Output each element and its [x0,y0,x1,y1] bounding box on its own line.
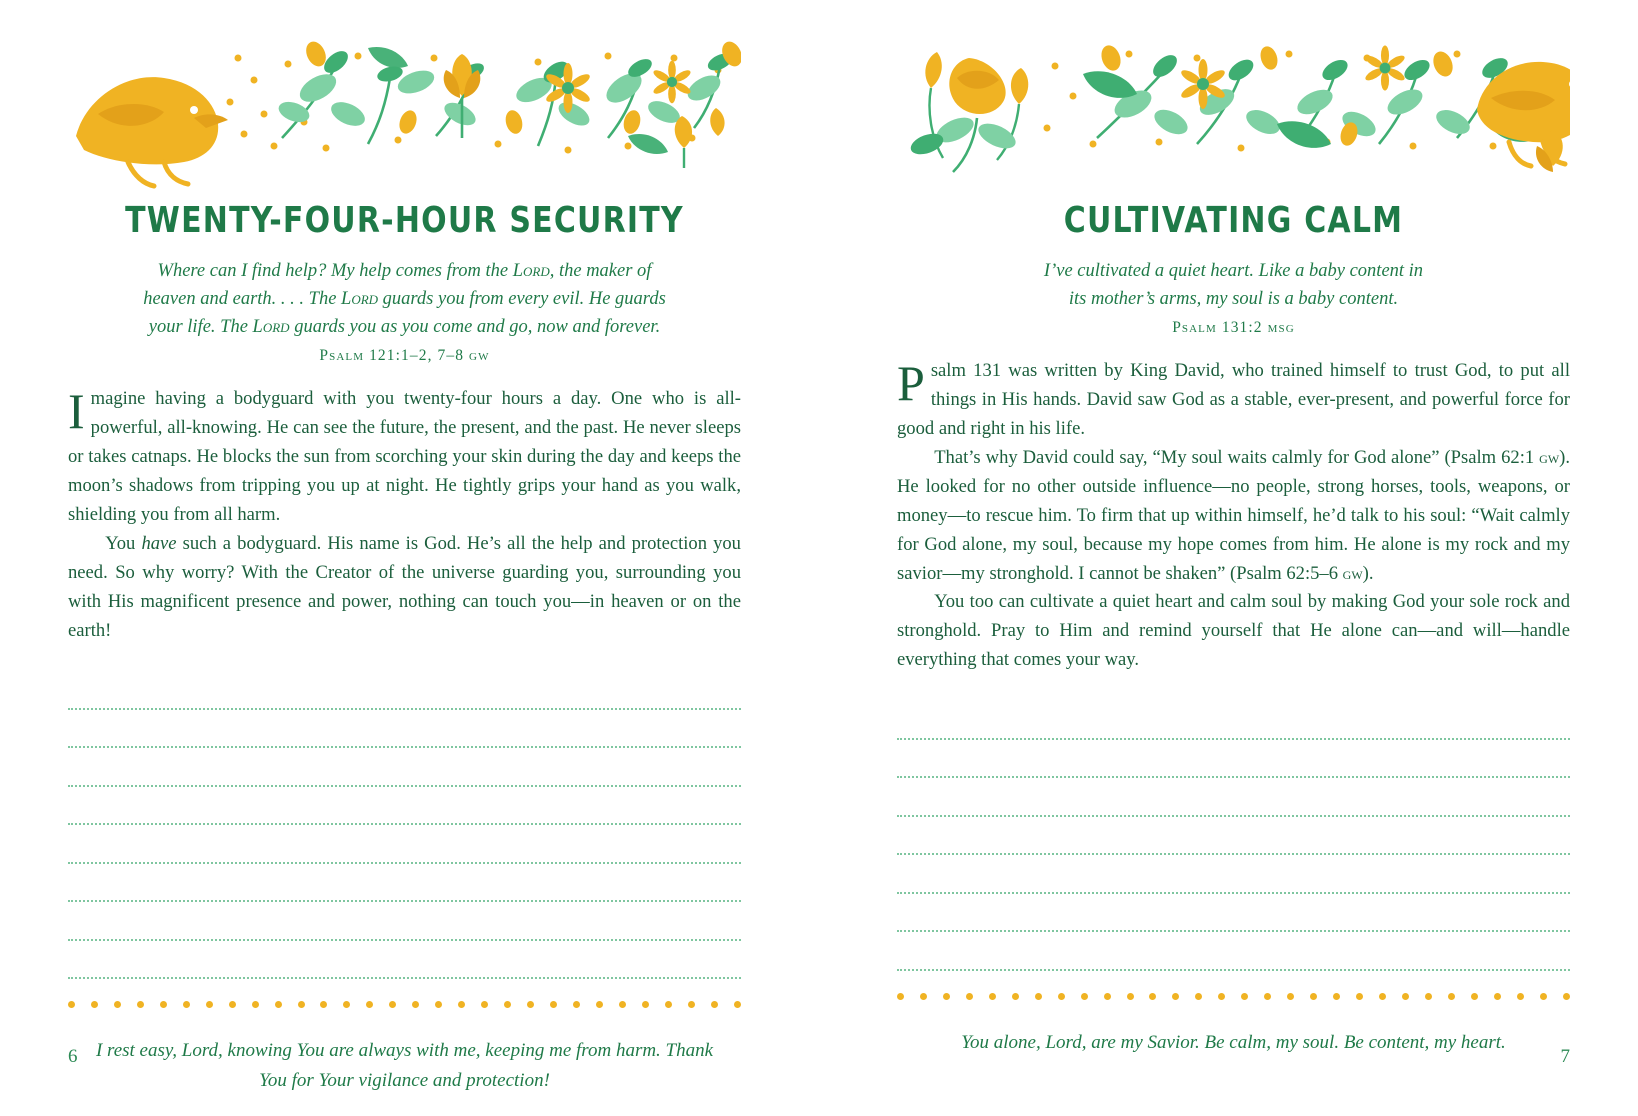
dot-divider-left [68,1001,741,1008]
writing-line[interactable] [897,932,1570,971]
writing-line[interactable] [68,787,741,826]
scripture-left [108,257,700,341]
page-number-right: 7 [1560,1046,1570,1067]
paragraph: That’s why David could say, “My soul waits calmly for God alone” (Psalm 62:1 gw). He looked for no other outside influence—no people, strong horses, tools, weapons, or money—to rescue him. To firm that up within himself, he’d talk to his soul: “Wait calmly for God alone, my soul, because my hope comes from him. He alone is my rock and my savior—my stronghold. I cannot be shaken” (Psalm 62:5–6 gw). [897,446,1570,584]
writing-lines-right[interactable] [897,701,1570,971]
writing-line[interactable] [68,941,741,980]
dot-divider-right [897,993,1570,1000]
scripture-reference-left: Psalm 121:1–2, 7–8 gw [319,347,490,365]
page-number-left: 6 [68,1046,78,1067]
writing-line[interactable] [68,864,741,903]
paragraph: You too can cultivate a quiet heart and calm soul by making God your sole rock and stronghold. Pray to Him and remind yourself that He alone can—and will—handle everything that comes your way. [897,591,1570,671]
scripture-line: Where can I find help? My help comes from the Lord, the maker of [157,261,652,281]
closing-prayer-right: You alone, Lord, are my Savior. Be calm, my soul. Be content, my heart. [961,1031,1506,1053]
paragraph: You have such a bodyguard. His name is God. He’s all the help and protection you need. So why worry? With the Creator of the universe guarding you, surrounding you with His magnificent presence and power, nothing can touch you—in heaven or on the earth! [68,532,741,641]
writing-line[interactable] [68,902,741,941]
bird-illustration [76,77,228,186]
scripture-reference-right: Psalm 131:2 msg [1172,319,1295,337]
writing-lines-left[interactable] [68,671,741,979]
paragraph: Imagine having a bodyguard with you twenty-four hours a day. One who is all-powerful, all-knowing. He can see the future, the present, and the past. He never sleeps or takes catnaps. He blocks the sun from scorching your skin during the day and keeps the moon’s shadows from tripping you up at night. He tightly grips your hand as you walk, shielding you from all harm. [68,383,741,525]
writing-line[interactable] [68,748,741,787]
ornament-band-left [68,18,741,190]
scripture-right [937,257,1529,313]
writing-line[interactable] [897,817,1570,856]
poppy-cluster [908,52,1028,172]
paragraph: Psalm 131 was written by King David, who trained himself to trust God, to put all things in His hands. David saw God as a stable, ever-present, and powerful force for good and right in his life. [897,355,1570,440]
scripture-line: heaven and earth. . . . The Lord guards you from every evil. He guards [143,289,666,310]
writing-line[interactable] [897,894,1570,933]
page-right [819,0,1638,1116]
scripture-line: I’ve cultivated a quiet heart. Like a baby content in [1043,261,1424,281]
writing-line[interactable] [68,671,741,710]
body-text-right [897,357,1570,675]
scripture-line: its mother’s arms, my soul is a baby content. [1068,289,1399,310]
writing-line[interactable] [68,710,741,749]
writing-line[interactable] [897,701,1570,740]
writing-line[interactable] [897,855,1570,894]
writing-line[interactable] [897,740,1570,779]
closing-prayer-left: I rest easy, Lord, knowing You are always with me, keeping me from harm. Thank You for Your vigilance and protection! [95,1040,714,1091]
page-title-right: CULTIVATING CALM [1063,200,1404,242]
writing-line[interactable] [68,825,741,864]
ornament-band-right [897,18,1570,190]
page-title-left: TWENTY-FOUR-HOUR SECURITY [125,200,684,242]
writing-line[interactable] [897,778,1570,817]
scripture-line: your life. The Lord guards you as you come and go, now and forever. [148,317,661,338]
body-text-left [68,385,741,645]
